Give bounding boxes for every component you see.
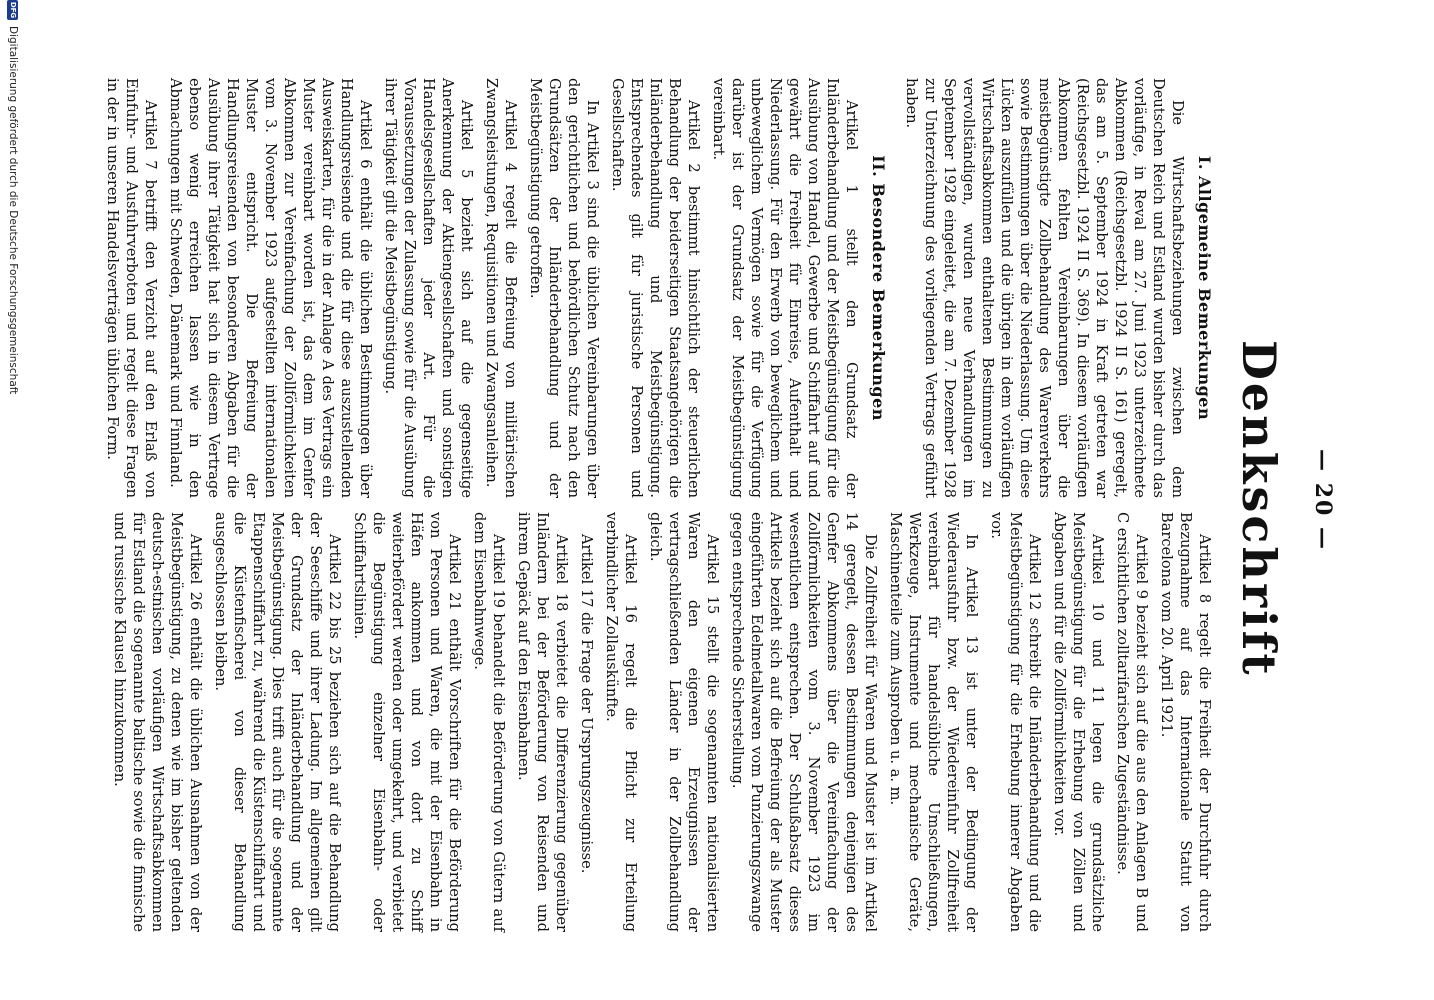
heading-general-remarks: I. Allgemeine Bemerkungen [1195, 155, 1214, 421]
paragraph-article-7: Artikel 7 betrifft den Verzicht auf den Erlaß von Einfuhr- und Ausfuhrverboten und regelt diese Fragen in der in unseren Handelsverträgen üblichen Form. [104, 78, 159, 498]
paragraph-article-13: In Artikel 13 ist unter der Bedingung der Wiederausfuhr bzw. der Wiedereinfuhr Zollfreiheit vereinbart für handelsübliche Umschließungen, Werkzeuge, Instrumente und mechanische Geräte, Maschinenteile zum Ausproben u. a. m. [887, 512, 980, 932]
heading-special-remarks: II. Besondere Bemerkungen [869, 155, 888, 421]
paragraph-article-9: Artikel 9 bezieht sich auf die aus den Anlagen B und C ersichtlichen zolltarifarischen Zugeständnisse. [1114, 512, 1150, 932]
paragraph-article-17: Artikel 17 die Frage der Ursprungszeugnisse. [578, 534, 595, 874]
paragraph-article-22-25: Artikel 22 bis 25 beziehen sich auf die Behandlung der Seeschiffe und ihrer Ladung. Im allgemeinen gilt der Grundsatz der Inländerbehandlung und der Meistbegünstigung. Dies trifft auch für die sogenannte Etappenschiffahrt zu, während die Küstenschiffahrt und die Küstenfischerei von dieser Behandlung ausgeschlossen bleiben. [212, 512, 343, 932]
paragraph-article-19: Artikel 19 behandelt die Beförderung von Gütern auf dem Eisenbahnwege. [471, 512, 507, 932]
page-title: Denkschrift [1232, 340, 1286, 678]
paragraph-article-18: Artikel 18 verbietet die Differenzierung gegenüber Inländern bei der Beförderung von Reisenden und ihrem Gepäck auf den Eisenbahnen. [515, 512, 570, 932]
paragraph-article-4: Artikel 4 regelt die Befreiung von militärischen Zwangsleistungen, Requisitionen und Zwangsanleihen. [483, 78, 519, 498]
right-column [104, 512, 1214, 932]
paragraph-article-21: Artikel 21 enthält Vorschriften für die Beförderung von Personen und Waren, die mit der Eisenbahn in Häfen ankommen und von dort zu Schiff weiterbefördert werden oder umgekehrt, und verbietet die Begünstigung einzelner Eisenbahn- oder Schiffahrtslinien. [351, 512, 463, 932]
paragraph-general-1: Die Wirtschaftsbeziehungen zwischen dem Deutschen Reich und Estland wurden bisher durch das vorläufige, in Reval am 27. Juni 1923 unterzeichnete Abkommen (Reichsgesetzbl. 1924 II S. 161) geregelt, das am 5. September 1924 in Kraft getreten war (Reichsgesetzbl. 1924 II S. 369). In diesem vorläufigen Abkommen fehlten Vereinbarungen über die meistbegünstigte Zollbehandlung des Warenverkehrs sowie Bestimmungen über die Niederlassung. Um diese Lücken auszufüllen und die übrigen in dem vorläufigen Wirtschaftsabkommen enthaltenen Bestimmungen zu vervollständigen, wurden neue Verhandlungen im September 1928 eingeleitet, die am 7. Dezember 1928 zur Unterzeichnung des vorliegenden Vertrags geführt haben. [903, 78, 1186, 498]
dfg-logo-icon: DFG [9, 1, 18, 19]
paragraph-article-8: Artikel 8 regelt die Freiheit der Durchfuhr durch Bezugnahme auf das Internationale Statut von Barcelona vom 20. April 1921. [1158, 512, 1213, 932]
paragraph-article-2: Artikel 2 bestimmt hinsichtlich der steuerlichen Behandlung der beiderseitigen Staatsangehörigen die Inländerbehandlung und Meistbegünstigung. Entsprechendes gilt für juristische Personen und Gesellschaften. [609, 78, 702, 498]
left-column [97, 78, 1214, 498]
digitization-credit [6, 0, 20, 1000]
paragraph-article-1: Artikel 1 stellt den Grundsatz der Inländerbehandlung und der Meistbegünstigung für die Ausübung von Handel, Gewerbe und Schiffahrt auf und gewährt die Freiheit für Einreise, Aufenthalt und Niederlassung. Für den Erwerb von beweglichem und unbeweglichem Vermögen sowie für die Verfügung darüber ist der Grundsatz der Meistbegünstigung vereinbart. [710, 78, 860, 498]
paragraph-article-14: Die Zollfreiheit für Waren und Muster ist im Artikel 14 geregelt, dessen Bestimmungen denjenigen des Genfer Abkommens über die Vereinfachung der Zollförmlichkeiten vom 3. November 1923 im wesentlichen entsprechen. Der Schlußabsatz dieses Artikels bezieht sich auf die Befreiung der als Muster eingeführten Edelmetallwaren vom Punzierungszwange gegen entsprechende Sicherstellung. [729, 512, 879, 932]
paragraph-article-15: Artikel 15 stellt die sogenannten nationalisierten Waren den eigenen Erzeugnissen der vertragschließenden Länder in der Zollbehandlung gleich. [647, 512, 721, 932]
paragraph-article-5: Artikel 5 bezieht sich auf die gegenseitige Anerkennung der Aktiengesellschaften und sonstigen Handelsgesellschaften jeder Art. Für die Voraussetzungen der Zulassung sowie für die Ausübung ihrer Tätigkeit gilt die Meistbegünstigung. [382, 78, 475, 498]
paragraph-article-12: Artikel 12 schreibt die Inländerbehandlung und die Meistbegünstigung für die Erhebung innerer Abgaben vor. [988, 512, 1043, 932]
page-number: — 20 — [1310, 449, 1336, 551]
credit-text: Digitalisierung gefördert durch die Deutsche Forschungsgemeinschaft [7, 26, 19, 395]
paragraph-article-3: In Artikel 3 sind die üblichen Vereinbarungen über den gerichtlichen und behördlichen Schutz nach den Grundsätzen der Inländerbehandlung und der Meistbegünstigung getroffen. [527, 78, 601, 498]
paragraph-article-10-11: Artikel 10 und 11 legen die grundsätzliche Meistbegünstigung für die Erhebung von Zöllen und Abgaben und für die Zollförmlichkeiten vor. [1051, 512, 1106, 932]
paragraph-article-16: Artikel 16 regelt die Pflicht zur Erteilung verbindlicher Zollauskünfte. [603, 512, 639, 932]
paragraph-article-6: Artikel 6 enthält die üblichen Bestimmungen über Handlungsreisende und die für diese auszustellenden Ausweiskarten, für die in der Anlage A des Vertrags ein Muster vereinbart worden ist, das dem im Genfer Abkommen zur Vereinfachung der Zollförmlichkeiten vom 3. November 1923 aufgestellten internationalen Muster entspricht. Die Befreiung der Handlungsreisenden von besonderen Abgaben für die Ausübung ihrer Tätigkeit hat sich in diesem Vertrage ebenso wenig erreichen lassen wie in den Abmachungen mit Schweden, Dänemark und Finnland. [167, 78, 374, 498]
paragraph-article-26: Artikel 26 enthält die üblichen Ausnahmen von der Meistbegünstigung, zu denen wie im bisher geltenden deutsch-estnischen vorläufigen Wirtschaftsabkommen für Estland die sogenannte baltische sowie die finnische und russische Klausel hinzukommen. [111, 512, 204, 932]
